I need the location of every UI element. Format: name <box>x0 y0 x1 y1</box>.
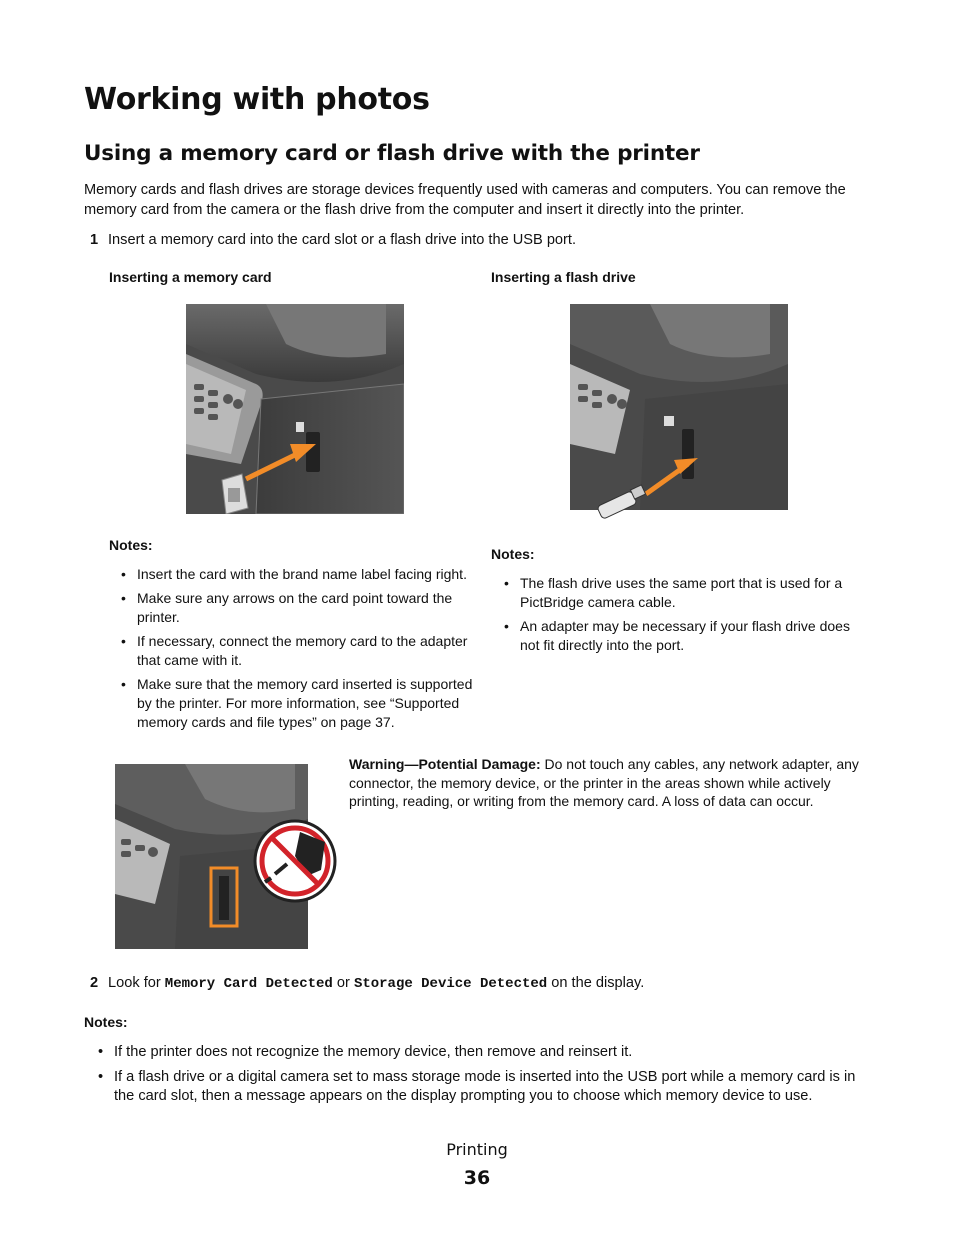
note-text: The flash drive uses the same port that is used for a PictBridge camera cable. <box>520 575 843 610</box>
list-item <box>492 574 867 612</box>
memory-card-heading: Inserting a memory card <box>109 269 272 285</box>
notes-label: Notes: <box>84 1014 128 1030</box>
intro-paragraph: Memory cards and flash drives are storage devices frequently used with cameras and computers. You can remove the memory card from the camera or the flash drive from the computer and insert it directly into the printer. <box>84 182 846 218</box>
step-2 <box>84 974 898 995</box>
warning-illustration <box>115 764 340 949</box>
footer-section: Printing <box>446 1140 508 1159</box>
note-text: If the printer does not recognize the memory device, then remove and reinsert it. <box>114 1044 633 1060</box>
memory-card-notes-label: Notes: <box>109 537 153 553</box>
note-text: An adapter may be necessary if your flash drive does not fit directly into the port. <box>520 618 850 653</box>
step-text-mid: or <box>336 975 350 991</box>
warning-paragraph <box>349 755 869 811</box>
page-number: 36 <box>463 1167 491 1189</box>
note-text: If necessary, connect the memory card to the adapter that came with it. <box>137 633 468 668</box>
warning-label: Warning—Potential Damage: <box>349 756 541 772</box>
list-item <box>86 1043 876 1063</box>
bullet: • <box>121 633 126 649</box>
general-notes <box>86 1043 876 1112</box>
section-heading: Using a memory card or flash drive with the printer <box>84 141 700 166</box>
note-text: If a flash drive or a digital camera set to mass storage mode is inserted into the USB port while a memory card is in the card slot, then a message appears on the display prompting you to choose which memory device to use. <box>114 1068 856 1104</box>
display-message-memory-card: Memory Card Detected <box>164 976 333 992</box>
flash-drive-heading: Inserting a flash drive <box>491 269 636 285</box>
list-item <box>492 617 867 655</box>
step-1 <box>84 231 898 251</box>
list-item <box>109 589 489 627</box>
page-title: Working with photos <box>84 82 430 117</box>
bullet: • <box>98 1068 104 1085</box>
bullet: • <box>504 575 509 591</box>
list-item <box>109 565 489 584</box>
bullet: • <box>121 566 126 582</box>
step-number: 1 <box>90 232 99 248</box>
bullet: • <box>121 676 126 692</box>
step-text: Insert a memory card into the card slot or a flash drive into the USB port. <box>108 232 577 248</box>
note-text: Make sure any arrows on the card point toward the printer. <box>137 590 453 625</box>
step-number: 2 <box>90 975 99 991</box>
warning-text: Do not touch any cables, any network adapter, any connector, the memory device, or the printer in the areas shown while actively printing, reading, or writing from the memory card. A loss of data can occur. <box>349 756 859 809</box>
bullet: • <box>121 590 126 606</box>
step-text-pre: Look for <box>108 975 161 991</box>
note-text: Make sure that the memory card inserted is supported by the printer. For more information, see “Supported memory cards and file types” on page 37. <box>137 676 473 730</box>
list-item <box>109 675 489 732</box>
display-message-storage-device: Storage Device Detected <box>353 976 548 992</box>
list-item <box>109 632 489 670</box>
flash-drive-notes <box>492 574 867 660</box>
note-text: Insert the card with the brand name label facing right. <box>137 566 467 582</box>
bullet: • <box>98 1044 104 1060</box>
bullet: • <box>504 618 509 634</box>
list-item <box>86 1068 876 1107</box>
step-text-post: on the display. <box>551 975 645 991</box>
memory-card-notes <box>109 565 489 737</box>
flash-drive-illustration <box>570 304 788 534</box>
memory-card-illustration <box>186 304 404 514</box>
flash-drive-notes-label: Notes: <box>491 546 535 562</box>
